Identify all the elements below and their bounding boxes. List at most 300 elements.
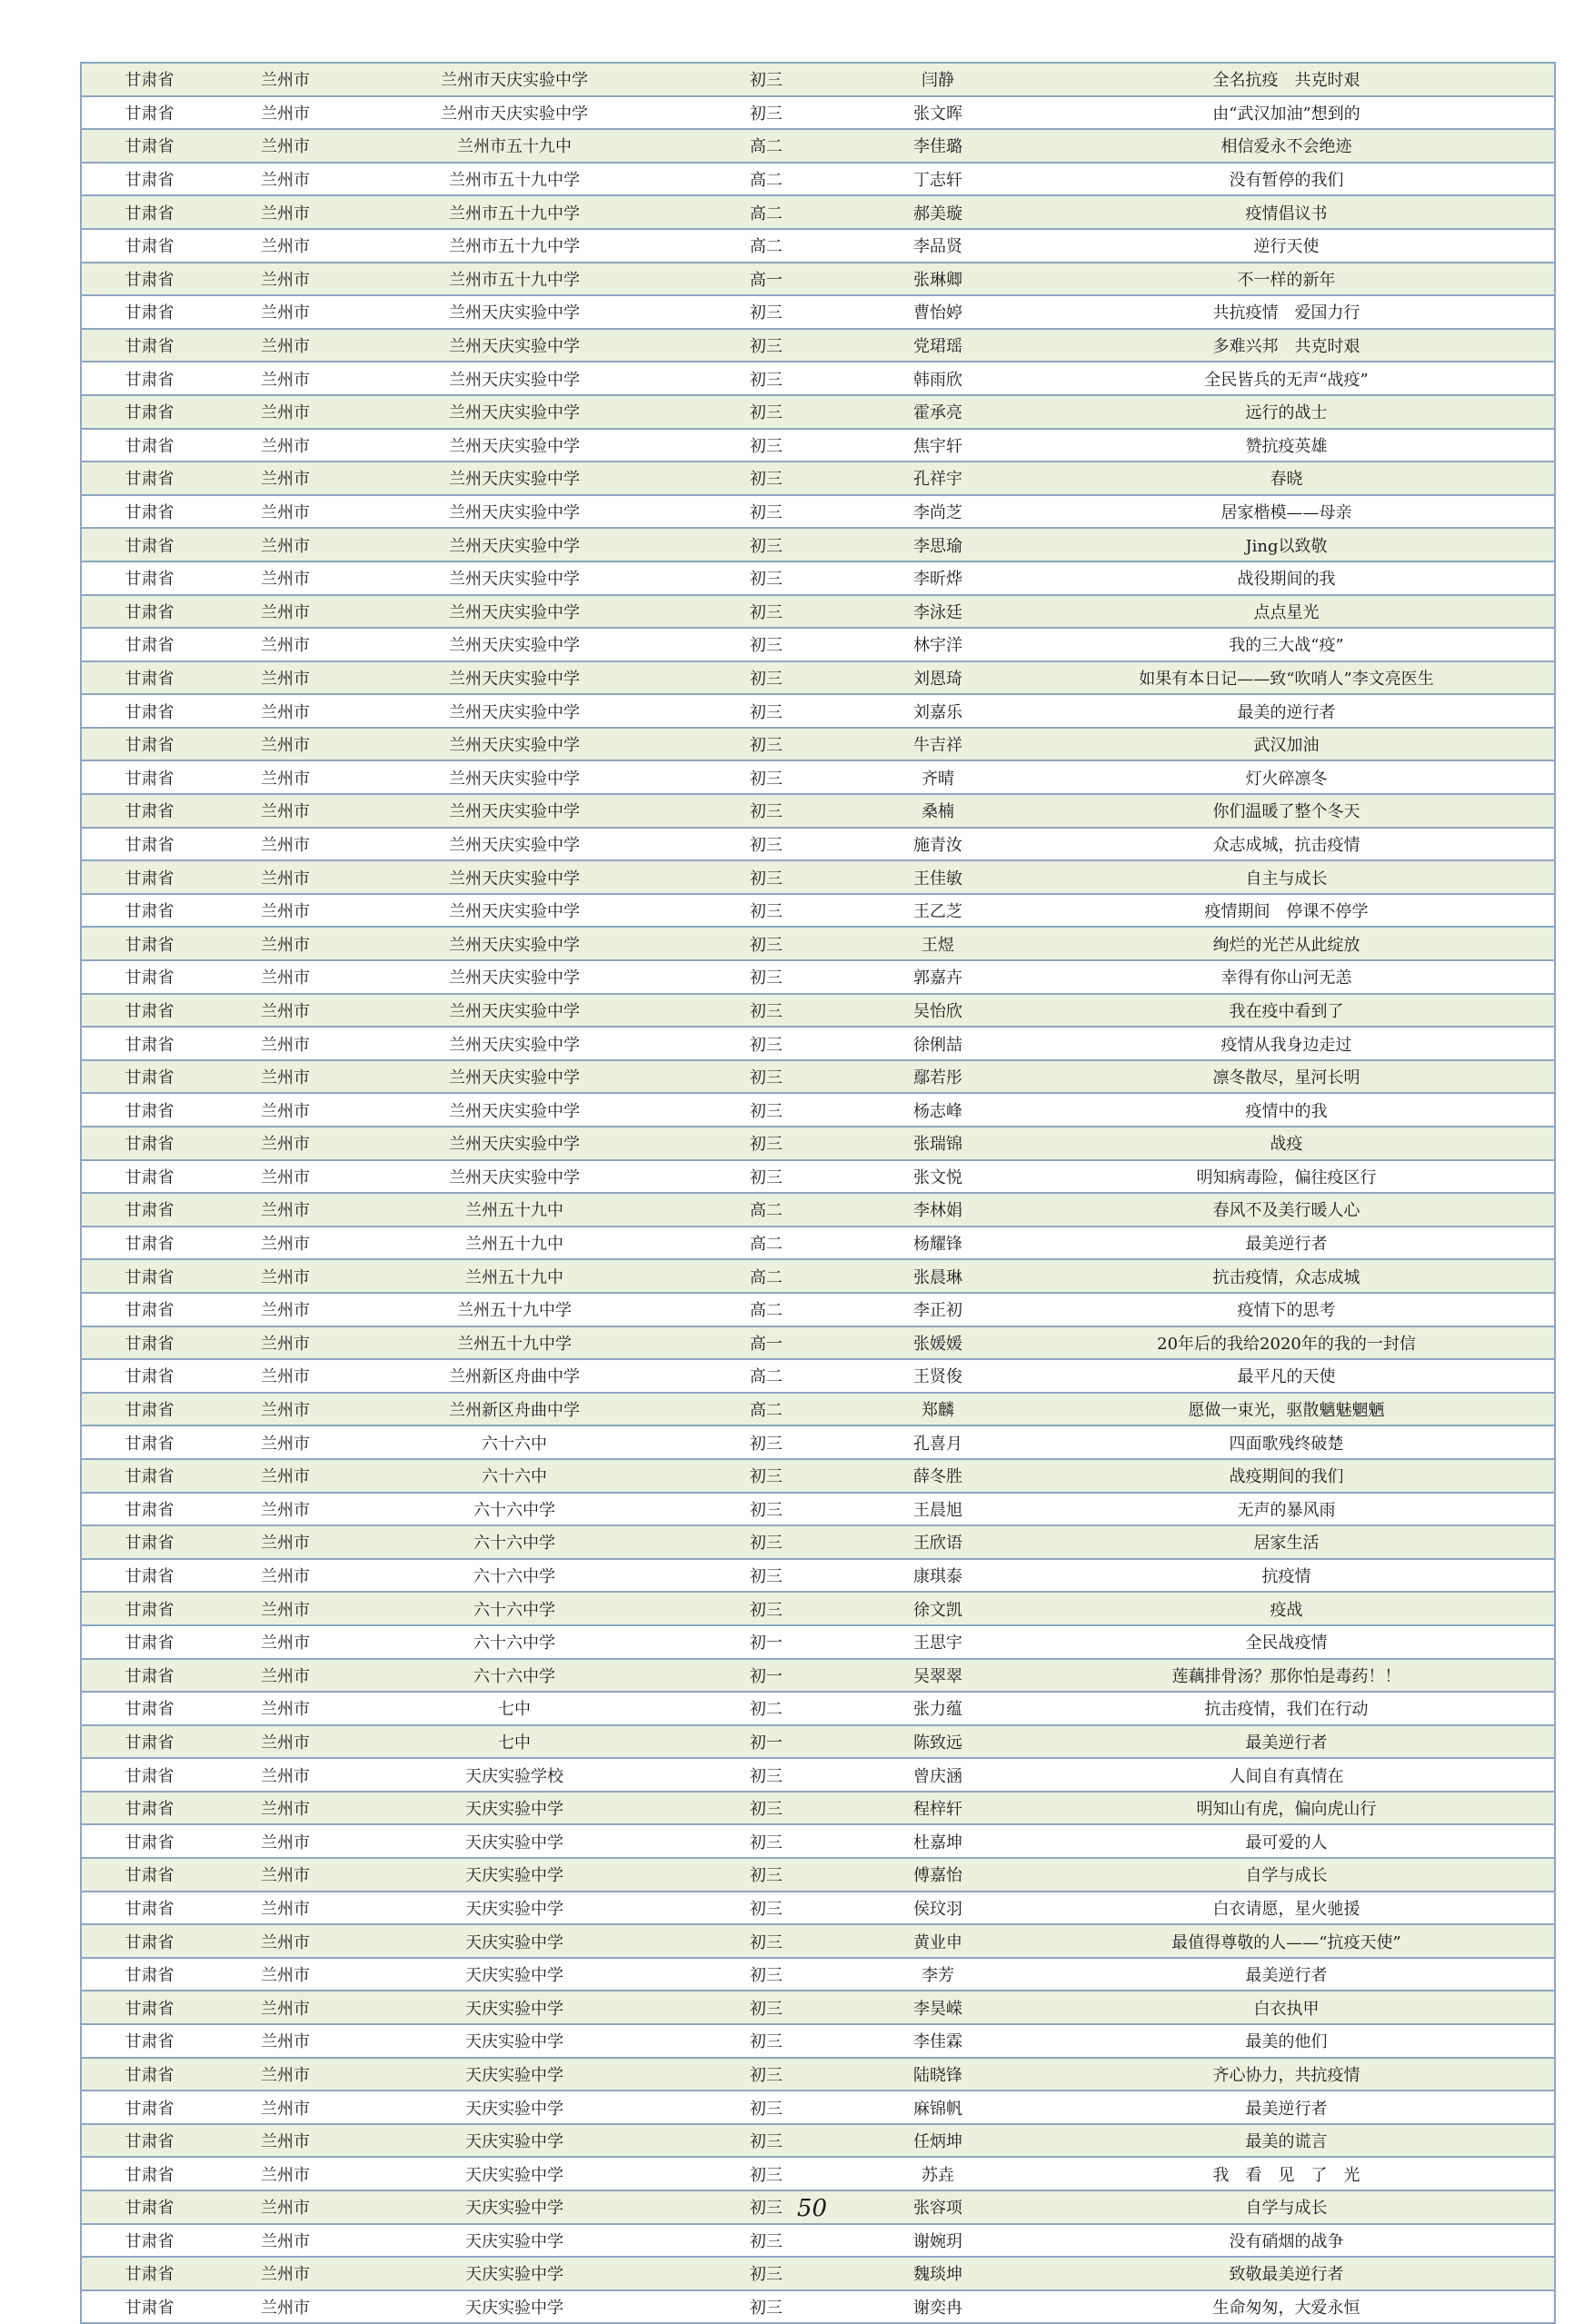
grade-cell: 初三 bbox=[675, 2224, 857, 2258]
table-row bbox=[81, 1060, 1555, 1094]
province-cell: 甘肃省 bbox=[81, 1093, 217, 1127]
table-row bbox=[81, 1725, 1555, 1759]
table-row bbox=[81, 1559, 1555, 1593]
table-row bbox=[81, 1393, 1555, 1426]
school-cell: 天庆实验中学 bbox=[354, 1892, 675, 1925]
table-row bbox=[81, 1592, 1555, 1625]
grade-cell: 初三 bbox=[675, 395, 857, 429]
student-name-cell: 张容项 bbox=[857, 2190, 1019, 2224]
student-name-cell: 郭嘉卉 bbox=[857, 960, 1019, 994]
student-name-cell: 曹怡婷 bbox=[857, 295, 1019, 329]
student-name-cell: 王欣语 bbox=[857, 1525, 1019, 1559]
city-cell: 兰州市 bbox=[217, 860, 354, 894]
essay-title-cell: 最值得尊敬的人——“抗疫天使” bbox=[1019, 1924, 1555, 1958]
province-cell: 甘肃省 bbox=[81, 694, 217, 728]
city-cell: 兰州市 bbox=[217, 1659, 354, 1693]
city-cell: 兰州市 bbox=[217, 1259, 354, 1293]
school-cell: 兰州五十九中学 bbox=[354, 1293, 675, 1326]
student-name-cell: 曾庆涵 bbox=[857, 1758, 1019, 1792]
city-cell: 兰州市 bbox=[217, 1559, 354, 1593]
student-name-cell: 李佳璐 bbox=[857, 129, 1019, 163]
student-name-cell: 任炳坤 bbox=[857, 2124, 1019, 2158]
student-name-cell: 孔喜月 bbox=[857, 1425, 1019, 1459]
essay-title-cell: 莲藕排骨汤？那你怕是毒药！！ bbox=[1019, 1659, 1555, 1693]
grade-cell: 初一 bbox=[675, 1725, 857, 1759]
province-cell: 甘肃省 bbox=[81, 2224, 217, 2258]
city-cell: 兰州市 bbox=[217, 595, 354, 629]
province-cell: 甘肃省 bbox=[81, 1060, 217, 1094]
table-row bbox=[81, 1958, 1555, 1991]
grade-cell: 初三 bbox=[675, 860, 857, 894]
essay-title-cell: 20年后的我给2020年的我的一封信 bbox=[1019, 1326, 1555, 1360]
school-cell: 天庆实验中学 bbox=[354, 2190, 675, 2224]
grade-cell: 初三 bbox=[675, 96, 857, 130]
student-name-cell: 麻锦帆 bbox=[857, 2091, 1019, 2124]
essay-title-cell: 如果有本日记——致“吹哨人”李文亮医生 bbox=[1019, 661, 1555, 695]
grade-cell: 初三 bbox=[675, 760, 857, 794]
school-cell: 天庆实验中学 bbox=[354, 2091, 675, 2124]
province-cell: 甘肃省 bbox=[81, 528, 217, 561]
province-cell: 甘肃省 bbox=[81, 994, 217, 1028]
table-row bbox=[81, 1425, 1555, 1459]
table-row bbox=[81, 994, 1555, 1028]
school-cell: 兰州五十九中学 bbox=[354, 1326, 675, 1360]
grade-cell: 初三 bbox=[675, 894, 857, 928]
city-cell: 兰州市 bbox=[217, 528, 354, 561]
grade-cell: 高二 bbox=[675, 229, 857, 263]
essay-title-cell: 众志成城，抗击疫情 bbox=[1019, 828, 1555, 861]
city-cell: 兰州市 bbox=[217, 1758, 354, 1792]
table-row bbox=[81, 1293, 1555, 1326]
city-cell: 兰州市 bbox=[217, 960, 354, 994]
school-cell: 兰州天庆实验中学 bbox=[354, 1060, 675, 1094]
essay-title-cell: 疫战 bbox=[1019, 1592, 1555, 1625]
school-cell: 天庆实验中学 bbox=[354, 1824, 675, 1858]
essay-title-cell: 疫情期间 停课不停学 bbox=[1019, 894, 1555, 928]
grade-cell: 初三 bbox=[675, 1459, 857, 1493]
school-cell: 兰州天庆实验中学 bbox=[354, 894, 675, 928]
student-name-cell: 王思宇 bbox=[857, 1625, 1019, 1659]
grade-cell: 高一 bbox=[675, 1326, 857, 1360]
grade-cell: 初三 bbox=[675, 462, 857, 495]
school-cell: 兰州天庆实验中学 bbox=[354, 362, 675, 395]
province-cell: 甘肃省 bbox=[81, 495, 217, 529]
school-cell: 六十六中学 bbox=[354, 1493, 675, 1526]
city-cell: 兰州市 bbox=[217, 1525, 354, 1559]
student-name-cell: 谢奕冉 bbox=[857, 2290, 1019, 2324]
province-cell: 甘肃省 bbox=[81, 129, 217, 163]
table-row bbox=[81, 1359, 1555, 1393]
table-row bbox=[81, 828, 1555, 861]
student-name-cell: 张文悦 bbox=[857, 1160, 1019, 1194]
school-cell: 兰州天庆实验中学 bbox=[354, 828, 675, 861]
city-cell: 兰州市 bbox=[217, 561, 354, 595]
grade-cell: 高一 bbox=[675, 263, 857, 296]
province-cell: 甘肃省 bbox=[81, 595, 217, 629]
province-cell: 甘肃省 bbox=[81, 1824, 217, 1858]
province-cell: 甘肃省 bbox=[81, 96, 217, 130]
essay-title-cell: 自主与成长 bbox=[1019, 860, 1555, 894]
student-name-cell: 张瑞锦 bbox=[857, 1127, 1019, 1160]
province-cell: 甘肃省 bbox=[81, 1259, 217, 1293]
province-cell: 甘肃省 bbox=[81, 1393, 217, 1426]
school-cell: 天庆实验中学 bbox=[354, 2290, 675, 2324]
school-cell: 兰州市五十九中 bbox=[354, 129, 675, 163]
province-cell: 甘肃省 bbox=[81, 1127, 217, 1160]
grade-cell: 初三 bbox=[675, 2257, 857, 2290]
city-cell: 兰州市 bbox=[217, 329, 354, 363]
table-row bbox=[81, 894, 1555, 928]
grade-cell: 初三 bbox=[675, 661, 857, 695]
essay-title-cell: 愿做一束光，驱散魑魅魍魉 bbox=[1019, 1393, 1555, 1426]
table-row bbox=[81, 462, 1555, 495]
city-cell: 兰州市 bbox=[217, 2257, 354, 2290]
province-cell: 甘肃省 bbox=[81, 1425, 217, 1459]
city-cell: 兰州市 bbox=[217, 661, 354, 695]
city-cell: 兰州市 bbox=[217, 894, 354, 928]
grade-cell: 初三 bbox=[675, 63, 857, 96]
city-cell: 兰州市 bbox=[217, 1625, 354, 1659]
student-name-cell: 魏琰坤 bbox=[857, 2257, 1019, 2290]
province-cell: 甘肃省 bbox=[81, 860, 217, 894]
essay-title-cell: 最美逆行者 bbox=[1019, 1958, 1555, 1991]
essay-title-cell: 疫情中的我 bbox=[1019, 1093, 1555, 1127]
school-cell: 天庆实验中学 bbox=[354, 2124, 675, 2158]
grade-cell: 初三 bbox=[675, 561, 857, 595]
essay-title-cell: 全民皆兵的无声“战疫” bbox=[1019, 362, 1555, 395]
student-name-cell: 吴怡欣 bbox=[857, 994, 1019, 1028]
grade-cell: 高二 bbox=[675, 1359, 857, 1393]
page-number: 50 bbox=[797, 2195, 828, 2222]
essay-title-cell: 抗击疫情，我们在行动 bbox=[1019, 1692, 1555, 1725]
student-name-cell: 谢婉玥 bbox=[857, 2224, 1019, 2258]
student-name-cell: 杨志峰 bbox=[857, 1093, 1019, 1127]
city-cell: 兰州市 bbox=[217, 1060, 354, 1094]
school-cell: 天庆实验中学 bbox=[354, 2257, 675, 2290]
province-cell: 甘肃省 bbox=[81, 362, 217, 395]
grade-cell: 初三 bbox=[675, 495, 857, 529]
grade-cell: 高二 bbox=[675, 129, 857, 163]
school-cell: 兰州天庆实验中学 bbox=[354, 528, 675, 561]
province-cell: 甘肃省 bbox=[81, 1592, 217, 1625]
essay-title-cell: 灯火碎凛冬 bbox=[1019, 760, 1555, 794]
grade-cell: 初三 bbox=[675, 1559, 857, 1593]
school-cell: 天庆实验中学 bbox=[354, 1858, 675, 1892]
city-cell: 兰州市 bbox=[217, 163, 354, 196]
essay-title-cell: 全名抗疫 共克时艰 bbox=[1019, 63, 1555, 96]
table-row bbox=[81, 2058, 1555, 2091]
essay-title-cell: 自学与成长 bbox=[1019, 1858, 1555, 1892]
student-name-cell: 李林娟 bbox=[857, 1193, 1019, 1227]
city-cell: 兰州市 bbox=[217, 263, 354, 296]
essay-title-cell: 赞抗疫英雄 bbox=[1019, 429, 1555, 462]
table-row bbox=[81, 263, 1555, 296]
grade-cell: 初三 bbox=[675, 1924, 857, 1958]
school-cell: 兰州天庆实验中学 bbox=[354, 728, 675, 761]
grade-cell: 初三 bbox=[675, 1093, 857, 1127]
essay-title-cell: 战役期间的我 bbox=[1019, 561, 1555, 595]
school-cell: 兰州市天庆实验中学 bbox=[354, 96, 675, 130]
school-cell: 天庆实验中学 bbox=[354, 1792, 675, 1825]
school-cell: 兰州天庆实验中学 bbox=[354, 694, 675, 728]
city-cell: 兰州市 bbox=[217, 1725, 354, 1759]
student-name-cell: 牛吉祥 bbox=[857, 728, 1019, 761]
province-cell: 甘肃省 bbox=[81, 728, 217, 761]
city-cell: 兰州市 bbox=[217, 2124, 354, 2158]
table-row bbox=[81, 295, 1555, 329]
essay-title-cell: 战疫期间的我们 bbox=[1019, 1459, 1555, 1493]
grade-cell: 初三 bbox=[675, 2290, 857, 2324]
grade-cell: 初三 bbox=[675, 595, 857, 629]
city-cell: 兰州市 bbox=[217, 96, 354, 130]
essay-title-cell: 明知病毒险，偏往疫区行 bbox=[1019, 1160, 1555, 1194]
school-cell: 天庆实验中学 bbox=[354, 2224, 675, 2258]
province-cell: 甘肃省 bbox=[81, 163, 217, 196]
city-cell: 兰州市 bbox=[217, 1824, 354, 1858]
city-cell: 兰州市 bbox=[217, 495, 354, 529]
province-cell: 甘肃省 bbox=[81, 195, 217, 229]
school-cell: 兰州天庆实验中学 bbox=[354, 462, 675, 495]
school-cell: 兰州天庆实验中学 bbox=[354, 1127, 675, 1160]
school-cell: 兰州天庆实验中学 bbox=[354, 661, 675, 695]
school-cell: 天庆实验中学 bbox=[354, 2058, 675, 2091]
table-row bbox=[81, 1093, 1555, 1127]
table-row bbox=[81, 1493, 1555, 1526]
student-name-cell: 鄢若彤 bbox=[857, 1060, 1019, 1094]
grade-cell: 初三 bbox=[675, 728, 857, 761]
table-row bbox=[81, 927, 1555, 960]
grade-cell: 高二 bbox=[675, 1293, 857, 1326]
essay-title-cell: 疫情倡议书 bbox=[1019, 195, 1555, 229]
essay-title-cell: 最美的他们 bbox=[1019, 2024, 1555, 2058]
province-cell: 甘肃省 bbox=[81, 1326, 217, 1360]
school-cell: 六十六中学 bbox=[354, 1592, 675, 1625]
essay-title-cell: 幸得有你山河无恙 bbox=[1019, 960, 1555, 994]
table-row bbox=[81, 1459, 1555, 1493]
student-name-cell: 刘嘉乐 bbox=[857, 694, 1019, 728]
city-cell: 兰州市 bbox=[217, 63, 354, 96]
grade-cell: 初三 bbox=[675, 628, 857, 661]
table-row bbox=[81, 1892, 1555, 1925]
essay-title-cell: 人间自有真情在 bbox=[1019, 1758, 1555, 1792]
essay-title-cell: 共抗疫情 爱国力行 bbox=[1019, 295, 1555, 329]
city-cell: 兰州市 bbox=[217, 1393, 354, 1426]
city-cell: 兰州市 bbox=[217, 1425, 354, 1459]
grade-cell: 高二 bbox=[675, 195, 857, 229]
essay-title-cell: 远行的战士 bbox=[1019, 395, 1555, 429]
city-cell: 兰州市 bbox=[217, 1293, 354, 1326]
grade-cell: 初三 bbox=[675, 295, 857, 329]
school-cell: 兰州天庆实验中学 bbox=[354, 760, 675, 794]
student-name-cell: 施青汝 bbox=[857, 828, 1019, 861]
student-name-cell: 王佳敏 bbox=[857, 860, 1019, 894]
city-cell: 兰州市 bbox=[217, 628, 354, 661]
table-row bbox=[81, 1924, 1555, 1958]
table-row bbox=[81, 1824, 1555, 1858]
student-name-cell: 齐晴 bbox=[857, 760, 1019, 794]
student-name-cell: 傅嘉怡 bbox=[857, 1858, 1019, 1892]
essay-title-cell: 战疫 bbox=[1019, 1127, 1555, 1160]
city-cell: 兰州市 bbox=[217, 2058, 354, 2091]
school-cell: 兰州天庆实验中学 bbox=[354, 495, 675, 529]
school-cell: 兰州天庆实验中学 bbox=[354, 860, 675, 894]
province-cell: 甘肃省 bbox=[81, 2091, 217, 2124]
grade-cell: 初三 bbox=[675, 994, 857, 1028]
school-cell: 六十六中 bbox=[354, 1425, 675, 1459]
grade-cell: 初一 bbox=[675, 1625, 857, 1659]
essay-title-cell: 没有硝烟的战争 bbox=[1019, 2224, 1555, 2258]
student-name-cell: 李佳霖 bbox=[857, 2024, 1019, 2058]
province-cell: 甘肃省 bbox=[81, 429, 217, 462]
grade-cell: 初三 bbox=[675, 828, 857, 861]
city-cell: 兰州市 bbox=[217, 694, 354, 728]
province-cell: 甘肃省 bbox=[81, 1559, 217, 1593]
city-cell: 兰州市 bbox=[217, 1924, 354, 1958]
province-cell: 甘肃省 bbox=[81, 794, 217, 828]
city-cell: 兰州市 bbox=[217, 994, 354, 1028]
grade-cell: 初三 bbox=[675, 1525, 857, 1559]
student-name-cell: 杜嘉坤 bbox=[857, 1824, 1019, 1858]
student-name-cell: 李正初 bbox=[857, 1293, 1019, 1326]
essay-title-cell: 点点星光 bbox=[1019, 595, 1555, 629]
city-cell: 兰州市 bbox=[217, 1892, 354, 1925]
table-row bbox=[81, 1193, 1555, 1227]
province-cell: 甘肃省 bbox=[81, 1193, 217, 1227]
table-row bbox=[81, 63, 1555, 96]
school-cell: 兰州市五十九中学 bbox=[354, 229, 675, 263]
student-name-cell: 林宇洋 bbox=[857, 628, 1019, 661]
city-cell: 兰州市 bbox=[217, 2091, 354, 2124]
essay-title-cell: 我 看 见 了 光 bbox=[1019, 2157, 1555, 2190]
essay-title-cell: 最可爱的人 bbox=[1019, 1824, 1555, 1858]
grade-cell: 初一 bbox=[675, 1659, 857, 1693]
grade-cell: 初三 bbox=[675, 1824, 857, 1858]
city-cell: 兰州市 bbox=[217, 1093, 354, 1127]
grade-cell: 高二 bbox=[675, 1393, 857, 1426]
city-cell: 兰州市 bbox=[217, 462, 354, 495]
essay-title-cell: 白衣执甲 bbox=[1019, 1991, 1555, 2024]
province-cell: 甘肃省 bbox=[81, 561, 217, 595]
table-row bbox=[81, 1127, 1555, 1160]
table-row bbox=[81, 760, 1555, 794]
school-cell: 兰州五十九中 bbox=[354, 1259, 675, 1293]
essay-title-cell: 你们温暖了整个冬天 bbox=[1019, 794, 1555, 828]
student-name-cell: 陆晓锋 bbox=[857, 2058, 1019, 2091]
school-cell: 天庆实验中学 bbox=[354, 1958, 675, 1991]
table-row bbox=[81, 1792, 1555, 1825]
city-cell: 兰州市 bbox=[217, 1127, 354, 1160]
city-cell: 兰州市 bbox=[217, 794, 354, 828]
grade-cell: 初三 bbox=[675, 960, 857, 994]
essay-title-cell: 生命匆匆，大爱永恒 bbox=[1019, 2290, 1555, 2324]
city-cell: 兰州市 bbox=[217, 2024, 354, 2058]
city-cell: 兰州市 bbox=[217, 2224, 354, 2258]
province-cell: 甘肃省 bbox=[81, 1892, 217, 1925]
province-cell: 甘肃省 bbox=[81, 2024, 217, 2058]
city-cell: 兰州市 bbox=[217, 828, 354, 861]
student-name-cell: 郝美璇 bbox=[857, 195, 1019, 229]
province-cell: 甘肃省 bbox=[81, 395, 217, 429]
student-name-cell: 杨耀锋 bbox=[857, 1227, 1019, 1260]
table-row bbox=[81, 2091, 1555, 2124]
award-list-table bbox=[80, 62, 1556, 2324]
essay-title-cell: 相信爱永不会绝迹 bbox=[1019, 129, 1555, 163]
essay-title-cell: 四面歌残终破楚 bbox=[1019, 1425, 1555, 1459]
essay-title-cell: 全民战疫情 bbox=[1019, 1625, 1555, 1659]
table-row bbox=[81, 163, 1555, 196]
grade-cell: 初三 bbox=[675, 1892, 857, 1925]
province-cell: 甘肃省 bbox=[81, 1493, 217, 1526]
table-row bbox=[81, 595, 1555, 629]
student-name-cell: 张力蕴 bbox=[857, 1692, 1019, 1725]
city-cell: 兰州市 bbox=[217, 1160, 354, 1194]
province-cell: 甘肃省 bbox=[81, 894, 217, 928]
essay-title-cell: 疫情从我身边走过 bbox=[1019, 1027, 1555, 1060]
table-row bbox=[81, 2157, 1555, 2190]
province-cell: 甘肃省 bbox=[81, 628, 217, 661]
city-cell: 兰州市 bbox=[217, 760, 354, 794]
essay-title-cell: 由“武汉加油”想到的 bbox=[1019, 96, 1555, 130]
student-name-cell: 李昕烨 bbox=[857, 561, 1019, 595]
school-cell: 兰州天庆实验中学 bbox=[354, 994, 675, 1028]
table-row bbox=[81, 694, 1555, 728]
school-cell: 兰州市五十九中学 bbox=[354, 163, 675, 196]
table-body bbox=[81, 63, 1555, 2323]
table-row bbox=[81, 329, 1555, 363]
city-cell: 兰州市 bbox=[217, 2190, 354, 2224]
student-name-cell: 党珺瑶 bbox=[857, 329, 1019, 363]
essay-title-cell: 春风不及美行暖人心 bbox=[1019, 1193, 1555, 1227]
table-row bbox=[81, 129, 1555, 163]
school-cell: 兰州天庆实验中学 bbox=[354, 395, 675, 429]
table-row bbox=[81, 1160, 1555, 1194]
essay-title-cell: 自学与成长 bbox=[1019, 2190, 1555, 2224]
table-row bbox=[81, 1525, 1555, 1559]
province-cell: 甘肃省 bbox=[81, 1692, 217, 1725]
school-cell: 七中 bbox=[354, 1725, 675, 1759]
student-name-cell: 张媛媛 bbox=[857, 1326, 1019, 1360]
table-row bbox=[81, 661, 1555, 695]
school-cell: 兰州天庆实验中学 bbox=[354, 960, 675, 994]
essay-title-cell: 居家楷模——母亲 bbox=[1019, 495, 1555, 529]
city-cell: 兰州市 bbox=[217, 362, 354, 395]
province-cell: 甘肃省 bbox=[81, 2290, 217, 2324]
student-name-cell: 吴翠翠 bbox=[857, 1659, 1019, 1693]
essay-title-cell: 春晓 bbox=[1019, 462, 1555, 495]
province-cell: 甘肃省 bbox=[81, 661, 217, 695]
city-cell: 兰州市 bbox=[217, 2290, 354, 2324]
table-row bbox=[81, 960, 1555, 994]
table-row bbox=[81, 1326, 1555, 1360]
city-cell: 兰州市 bbox=[217, 1027, 354, 1060]
city-cell: 兰州市 bbox=[217, 1991, 354, 2024]
school-cell: 兰州市五十九中学 bbox=[354, 263, 675, 296]
grade-cell: 初三 bbox=[675, 2058, 857, 2091]
student-name-cell: 康琪泰 bbox=[857, 1559, 1019, 1593]
city-cell: 兰州市 bbox=[217, 1858, 354, 1892]
grade-cell: 初三 bbox=[675, 2091, 857, 2124]
student-name-cell: 李芳 bbox=[857, 1958, 1019, 1991]
table-row bbox=[81, 229, 1555, 263]
student-name-cell: 黄业申 bbox=[857, 1924, 1019, 1958]
province-cell: 甘肃省 bbox=[81, 2058, 217, 2091]
essay-title-cell: 抗疫情 bbox=[1019, 1559, 1555, 1593]
city-cell: 兰州市 bbox=[217, 1227, 354, 1260]
city-cell: 兰州市 bbox=[217, 195, 354, 229]
school-cell: 天庆实验中学 bbox=[354, 2157, 675, 2190]
grade-cell: 初三 bbox=[675, 1758, 857, 1792]
city-cell: 兰州市 bbox=[217, 1592, 354, 1625]
